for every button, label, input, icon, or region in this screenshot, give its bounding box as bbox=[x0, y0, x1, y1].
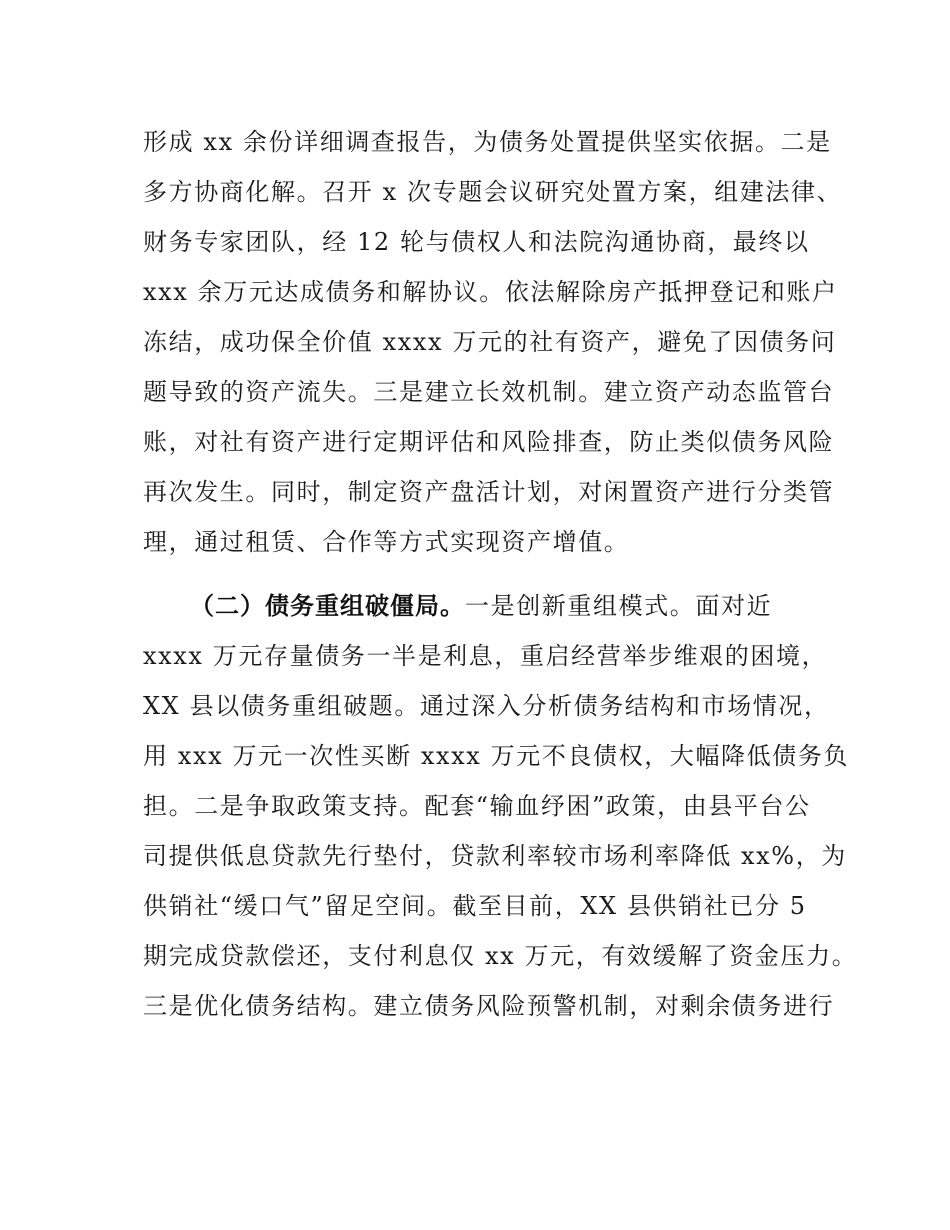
paragraph-2-line-7: 供销社“缓口气”留足空间。截至目前，XX 县供销社已分 5 bbox=[143, 892, 807, 920]
paragraph-1-line-3: 财务专家团队，经 12 轮与债权人和法院沟通协商，最终以 bbox=[143, 228, 810, 256]
paragraph-1-line-9: 理，通过租赁、合作等方式实现资产增值。 bbox=[143, 528, 630, 556]
paragraph-1-line-5: 冻结，成功保全价值 xxxx 万元的社有资产，避免了因债务问 bbox=[143, 328, 837, 356]
paragraph-2-line-1 bbox=[190, 591, 772, 621]
paragraph-2-line-3: XX 县以债务重组破题。通过深入分析债务结构和市场情况， bbox=[143, 692, 830, 720]
paragraph-1-line-4: xxx 余万元达成债务和解协议。依法解除房产抵押登记和账户 bbox=[143, 278, 838, 306]
paragraph-2-line-9: 三是优化债务结构。建立债务风险预警机制，对剩余债务进行 bbox=[143, 992, 835, 1020]
paragraph-1-line-8: 再次发生。同时，制定资产盘活计划，对闲置资产进行分类管 bbox=[143, 478, 835, 506]
paragraph-1-line-2: 多方协商化解。召开 x 次专题会议研究处置方案，组建法律、 bbox=[143, 178, 843, 206]
paragraph-1-line-6: 题导致的资产流失。三是建立长效机制。建立资产动态监管台 bbox=[143, 378, 835, 406]
paragraph-2-line-4: 用 xxx 万元一次性买断 xxxx 万元不良债权，大幅降低债务负 bbox=[143, 742, 850, 770]
paragraph-2-line-1-text: 一是创新重组模式。面对近 bbox=[465, 592, 773, 620]
paragraph-2-line-8: 期完成贷款偿还，支付利息仅 xx 万元，有效缓解了资金压力。 bbox=[143, 942, 858, 970]
paragraph-1-line-1: 形成 xx 余份详细调查报告，为债务处置提供坚实依据。二是 bbox=[143, 128, 832, 156]
section-heading: （二）债务重组破僵局。 bbox=[190, 592, 465, 620]
paragraph-1-line-7: 账，对社有资产进行定期评估和风险排查，防止类似债务风险 bbox=[143, 428, 835, 456]
paragraph-2-line-2: xxxx 万元存量债务一半是利息，重启经营举步维艰的困境， bbox=[143, 642, 828, 670]
paragraph-2-line-6: 司提供低息贷款先行垫付，贷款利率较市场利率降低 xx%，为 bbox=[143, 842, 847, 870]
paragraph-2-line-5: 担。二是争取政策支持。配套“输血纾困”政策，由县平台公 bbox=[143, 792, 811, 820]
